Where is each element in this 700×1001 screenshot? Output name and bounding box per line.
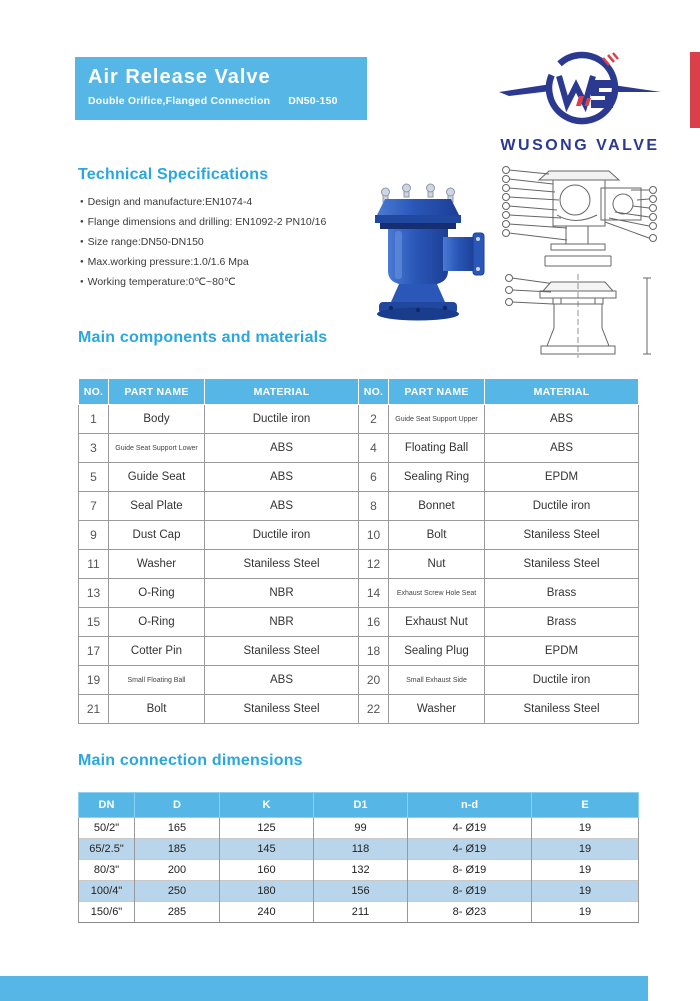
brand-name: WUSONG VALVE — [500, 137, 660, 154]
components-table-body — [79, 405, 639, 724]
table-row — [79, 860, 639, 881]
part-name-cell: Guide Seat Support Lower — [109, 434, 205, 463]
table-row — [79, 405, 639, 434]
dn-cell: 100/4" — [79, 881, 135, 902]
part-name-cell: O-Ring — [109, 608, 205, 637]
dimensions-header-row — [79, 793, 639, 818]
no-cell: 19 — [79, 666, 109, 695]
part-name-cell: Seal Plate — [109, 492, 205, 521]
product-photo — [333, 183, 505, 325]
no-cell: 10 — [359, 521, 389, 550]
part-name-cell: Washer — [389, 695, 485, 724]
no-cell: 13 — [79, 579, 109, 608]
table-row — [79, 463, 639, 492]
spec-item: ● Max.working pressure:1.0/1.6 Mpa — [80, 252, 326, 272]
d-cell: 185 — [135, 839, 220, 860]
d-cell: 285 — [135, 902, 220, 923]
page-subtitle: Double Orifice,Flanged Connection — [88, 95, 271, 107]
no-cell: 22 — [359, 695, 389, 724]
part-name-cell: Floating Ball — [389, 434, 485, 463]
col-nd: n-d — [408, 793, 532, 818]
part-name-cell: Guide Seat Support Upper — [389, 405, 485, 434]
part-name-cell: O-Ring — [109, 579, 205, 608]
material-cell: ABS — [205, 434, 359, 463]
col-no-2: NO. — [359, 379, 389, 405]
dimensions-table — [78, 792, 639, 923]
no-cell: 20 — [359, 666, 389, 695]
corner-accent-bar — [690, 52, 700, 128]
dimensions-table-body — [79, 818, 639, 923]
nd-cell: 8- Ø23 — [408, 902, 532, 923]
no-cell: 8 — [359, 492, 389, 521]
e-cell: 19 — [532, 902, 639, 923]
callout-circles-right — [605, 187, 657, 242]
no-cell: 11 — [79, 550, 109, 579]
material-cell: Ductile iron — [205, 405, 359, 434]
material-cell: Ductile iron — [205, 521, 359, 550]
cross-section-drawing — [503, 167, 657, 267]
table-row — [79, 637, 639, 666]
table-row — [79, 608, 639, 637]
col-no: NO. — [79, 379, 109, 405]
material-cell: ABS — [205, 463, 359, 492]
dn-cell: 150/6" — [79, 902, 135, 923]
d1-cell: 99 — [314, 818, 408, 839]
part-name-cell: Nut — [389, 550, 485, 579]
no-cell: 16 — [359, 608, 389, 637]
material-cell: EPDM — [485, 463, 639, 492]
k-cell: 180 — [220, 881, 314, 902]
components-heading: Main components and materials — [78, 329, 328, 346]
material-cell: Staniless Steel — [205, 695, 359, 724]
e-cell: 19 — [532, 860, 639, 881]
material-cell: Staniless Steel — [485, 521, 639, 550]
d1-cell: 156 — [314, 881, 408, 902]
spec-item: ● Size range:DN50-DN150 — [80, 232, 326, 252]
part-name-cell: Sealing Plug — [389, 637, 485, 666]
e-cell: 19 — [532, 839, 639, 860]
part-name-cell: Washer — [109, 550, 205, 579]
part-name-cell: Exhaust Nut — [389, 608, 485, 637]
no-cell: 7 — [79, 492, 109, 521]
no-cell: 18 — [359, 637, 389, 666]
material-cell: EPDM — [485, 637, 639, 666]
k-cell: 240 — [220, 902, 314, 923]
spec-list — [80, 192, 326, 292]
spec-item: ● Design and manufacture:EN1074-4 — [80, 192, 326, 212]
col-material: MATERIAL — [205, 379, 359, 405]
table-row — [79, 902, 639, 923]
no-cell: 4 — [359, 434, 389, 463]
part-name-cell: Body — [109, 405, 205, 434]
part-name-cell: Small Floating Ball — [109, 666, 205, 695]
d-cell: 165 — [135, 818, 220, 839]
model-range: DN50-150 — [288, 95, 338, 107]
material-cell: ABS — [485, 405, 639, 434]
part-name-cell: Bolt — [109, 695, 205, 724]
table-row — [79, 434, 639, 463]
nd-cell: 8- Ø19 — [408, 860, 532, 881]
nd-cell: 8- Ø19 — [408, 881, 532, 902]
nd-cell: 4- Ø19 — [408, 818, 532, 839]
d-cell: 250 — [135, 881, 220, 902]
components-header-row — [79, 379, 639, 405]
table-row — [79, 839, 639, 860]
no-cell: 15 — [79, 608, 109, 637]
page-title: Air Release Valve — [88, 66, 271, 88]
material-cell: Ductile iron — [485, 666, 639, 695]
d-cell: 200 — [135, 860, 220, 881]
part-name-cell: Dust Cap — [109, 521, 205, 550]
d1-cell: 211 — [314, 902, 408, 923]
part-name-cell: Sealing Ring — [389, 463, 485, 492]
tech-specs-heading: Technical Specifications — [78, 166, 269, 183]
technical-drawings — [497, 160, 663, 368]
header-title-box — [75, 57, 367, 120]
nd-cell: 4- Ø19 — [408, 839, 532, 860]
part-name-cell: Exhaust Screw Hole Seat — [389, 579, 485, 608]
no-cell: 1 — [79, 405, 109, 434]
brand-logo — [495, 46, 665, 155]
material-cell: Staniless Steel — [485, 550, 639, 579]
material-cell: Brass — [485, 579, 639, 608]
no-cell: 9 — [79, 521, 109, 550]
col-part-name-2: PART NAME — [389, 379, 485, 405]
table-row — [79, 695, 639, 724]
no-cell: 12 — [359, 550, 389, 579]
e-cell: 19 — [532, 818, 639, 839]
d1-cell: 118 — [314, 839, 408, 860]
col-part-name: PART NAME — [109, 379, 205, 405]
dimensions-heading: Main connection dimensions — [78, 752, 303, 769]
material-cell: ABS — [205, 666, 359, 695]
col-d: D — [135, 793, 220, 818]
part-name-cell: Bolt — [389, 521, 485, 550]
part-name-cell: Cotter Pin — [109, 637, 205, 666]
table-row — [79, 666, 639, 695]
no-cell: 21 — [79, 695, 109, 724]
outline-drawing — [506, 274, 652, 358]
table-row — [79, 521, 639, 550]
col-material-2: MATERIAL — [485, 379, 639, 405]
no-cell: 14 — [359, 579, 389, 608]
col-e: E — [532, 793, 639, 818]
no-cell: 6 — [359, 463, 389, 492]
material-cell: NBR — [205, 608, 359, 637]
material-cell: Ductile iron — [485, 492, 639, 521]
e-cell: 19 — [532, 881, 639, 902]
dn-cell: 80/3" — [79, 860, 135, 881]
k-cell: 125 — [220, 818, 314, 839]
dn-cell: 50/2" — [79, 818, 135, 839]
k-cell: 145 — [220, 839, 314, 860]
material-cell: ABS — [485, 434, 639, 463]
no-cell: 2 — [359, 405, 389, 434]
material-cell: ABS — [205, 492, 359, 521]
col-dn: DN — [79, 793, 135, 818]
k-cell: 160 — [220, 860, 314, 881]
footer-bar — [0, 976, 648, 1001]
part-name-cell: Small Exhaust Side — [389, 666, 485, 695]
part-name-cell: Bonnet — [389, 492, 485, 521]
table-row — [79, 492, 639, 521]
table-row — [79, 818, 639, 839]
components-table — [78, 378, 639, 724]
no-cell: 3 — [79, 434, 109, 463]
material-cell: Staniless Steel — [485, 695, 639, 724]
table-row — [79, 579, 639, 608]
wusong-logo-icon — [495, 46, 665, 130]
material-cell: Staniless Steel — [205, 637, 359, 666]
col-d1: D1 — [314, 793, 408, 818]
material-cell: Staniless Steel — [205, 550, 359, 579]
table-row — [79, 881, 639, 902]
material-cell: NBR — [205, 579, 359, 608]
part-name-cell: Guide Seat — [109, 463, 205, 492]
no-cell: 17 — [79, 637, 109, 666]
no-cell: 5 — [79, 463, 109, 492]
table-row — [79, 550, 639, 579]
d1-cell: 132 — [314, 860, 408, 881]
material-cell: Brass — [485, 608, 639, 637]
spec-item: ● Working temperature:0℃~80℃ — [80, 272, 326, 292]
col-k: K — [220, 793, 314, 818]
spec-item: ● Flange dimensions and drilling: EN1092-2 PN10/16 — [80, 212, 326, 232]
dn-cell: 65/2.5" — [79, 839, 135, 860]
